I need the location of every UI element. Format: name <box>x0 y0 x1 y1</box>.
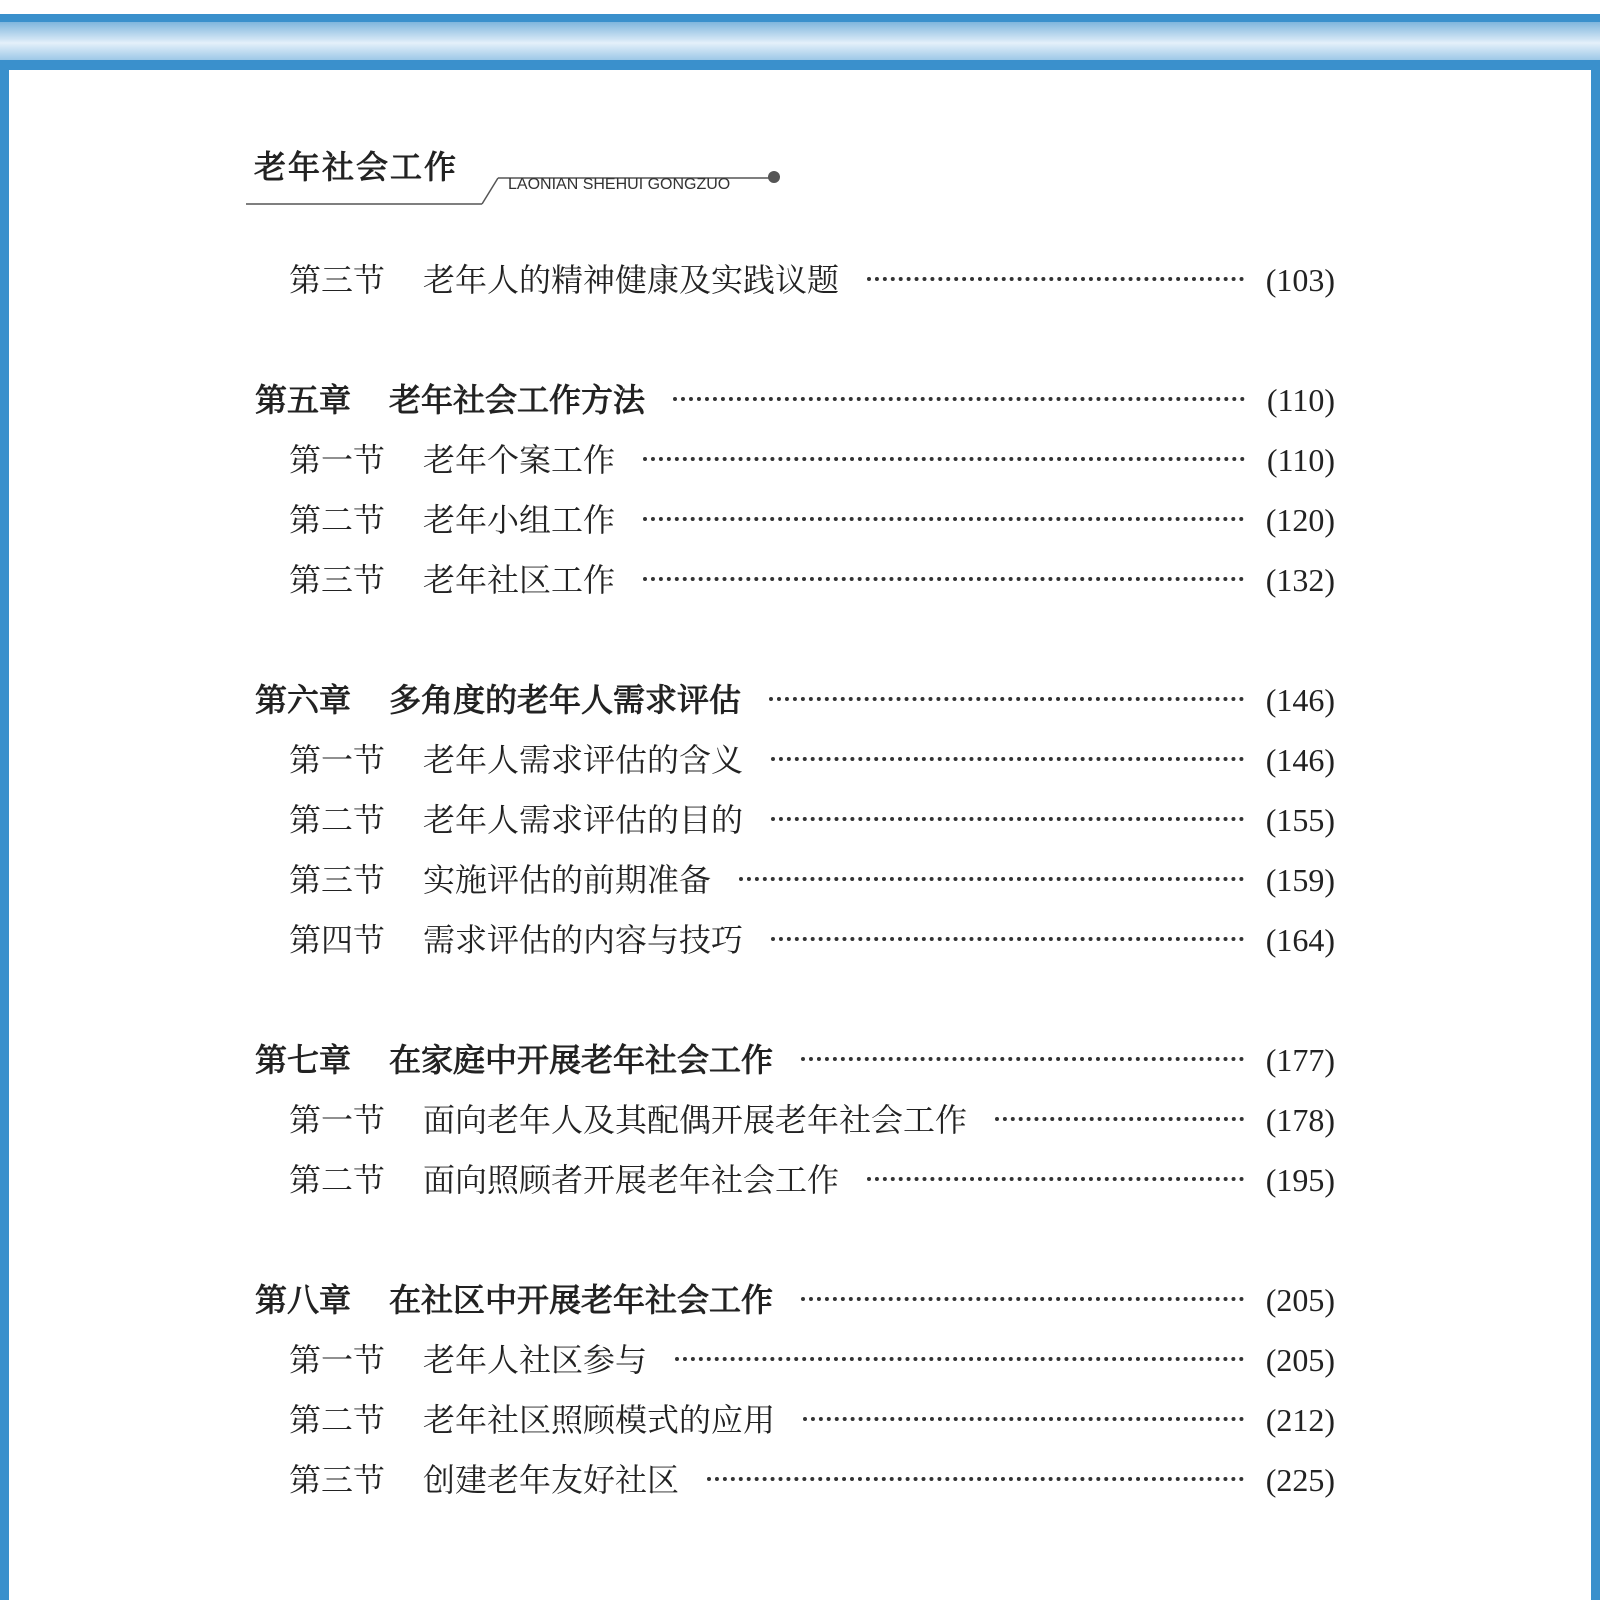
toc-entry-number: 第二节 <box>289 1161 386 1199</box>
toc-section-row <box>255 1450 1335 1510</box>
toc-section-row <box>255 910 1335 970</box>
running-head-title: 老年社会工作 <box>254 148 459 186</box>
frame-bevel <box>0 22 1600 60</box>
running-head-romanization: LAONIAN SHEHUI GONGZUO <box>508 176 731 193</box>
running-head <box>246 140 806 210</box>
toc-entry-title: 老年小组工作 <box>423 501 616 539</box>
toc-entry-title: 老年社会工作方法 <box>389 381 646 419</box>
toc-entry-title: 老年人需求评估的含义 <box>423 741 744 779</box>
toc-entry-number: 第一节 <box>289 741 386 779</box>
toc-chapter-row <box>255 1270 1335 1330</box>
toc-section-row <box>255 1150 1335 1210</box>
toc-section-row <box>255 730 1335 790</box>
toc-page-number: (155) <box>1265 802 1335 838</box>
toc-section-row <box>255 850 1335 910</box>
toc-entry-number: 第六章 <box>255 681 352 719</box>
toc-page-number: (120) <box>1265 502 1335 538</box>
dot-leader <box>801 1297 1244 1301</box>
toc-page-number: (205) <box>1265 1342 1335 1378</box>
toc-entry-number: 第二节 <box>289 801 386 839</box>
toc-entry-number: 第三节 <box>289 261 386 299</box>
toc-section-row <box>255 490 1335 550</box>
toc-section-row <box>255 1330 1335 1390</box>
toc-entry-number: 第七章 <box>255 1041 352 1079</box>
toc-page-number: (110) <box>1266 442 1335 478</box>
toc-entry-title: 老年个案工作 <box>423 441 616 479</box>
toc-page-number: (164) <box>1265 922 1335 958</box>
top-band <box>0 0 1600 14</box>
toc-entry-title: 老年社区工作 <box>423 561 616 599</box>
dot-leader <box>867 1177 1244 1181</box>
dot-leader <box>643 577 1244 581</box>
toc-entry-title: 老年人需求评估的目的 <box>423 801 744 839</box>
toc-entry-title: 实施评估的前期准备 <box>423 861 712 899</box>
dot-leader <box>707 1477 1244 1481</box>
toc-entry-title: 创建老年友好社区 <box>423 1461 680 1499</box>
toc-page-number: (146) <box>1265 682 1335 718</box>
toc-entry-title: 在家庭中开展老年社会工作 <box>389 1041 774 1079</box>
dot-leader <box>801 1057 1244 1061</box>
toc-entry-title: 需求评估的内容与技巧 <box>423 921 744 959</box>
toc-entry-number: 第二节 <box>289 1401 386 1439</box>
toc-entry-number: 第四节 <box>289 921 386 959</box>
table-of-contents <box>255 250 1335 1510</box>
dot-leader <box>643 457 1245 461</box>
toc-page-number: (110) <box>1266 382 1335 418</box>
toc-entry-number: 第一节 <box>289 1341 386 1379</box>
dot-leader <box>739 877 1244 881</box>
toc-page-number: (146) <box>1265 742 1335 778</box>
dot-leader <box>995 1117 1244 1121</box>
toc-chapter-row <box>255 1030 1335 1090</box>
toc-page-number: (103) <box>1265 262 1335 298</box>
toc-section-row <box>255 1390 1335 1450</box>
toc-page-number: (195) <box>1265 1162 1335 1198</box>
toc-chapter-row <box>255 670 1335 730</box>
dot-leader <box>771 757 1244 761</box>
dot-leader <box>771 937 1244 941</box>
toc-section-row <box>255 1090 1335 1150</box>
toc-page-number: (205) <box>1265 1282 1335 1318</box>
toc-entry-title: 老年人的精神健康及实践议题 <box>423 261 840 299</box>
toc-page-number: (159) <box>1265 862 1335 898</box>
toc-entry-title: 老年社区照顾模式的应用 <box>423 1401 776 1439</box>
dot-leader <box>643 517 1244 521</box>
toc-entry-title: 面向照顾者开展老年社会工作 <box>423 1161 840 1199</box>
toc-entry-title: 多角度的老年人需求评估 <box>389 681 742 719</box>
toc-entry-title: 面向老年人及其配偶开展老年社会工作 <box>423 1101 968 1139</box>
dot-leader <box>769 697 1244 701</box>
toc-section-row <box>255 790 1335 850</box>
toc-page-number: (225) <box>1265 1462 1335 1498</box>
toc-entry-number: 第三节 <box>289 1461 386 1499</box>
toc-page-number: (178) <box>1265 1102 1335 1138</box>
toc-entry-title: 在社区中开展老年社会工作 <box>389 1281 774 1319</box>
toc-entry-number: 第一节 <box>289 441 386 479</box>
toc-entry-number: 第三节 <box>289 861 386 899</box>
toc-entry-number: 第五章 <box>255 381 352 419</box>
toc-section-row <box>255 430 1335 490</box>
dot-leader <box>867 277 1244 281</box>
toc-entry-title: 老年人社区参与 <box>423 1341 648 1379</box>
dot-leader <box>771 817 1244 821</box>
dot-leader <box>675 1357 1244 1361</box>
toc-section-row <box>255 550 1335 610</box>
toc-page-number: (132) <box>1265 562 1335 598</box>
dot-leader <box>673 397 1245 401</box>
toc-chapter-row <box>255 370 1335 430</box>
toc-page-number: (212) <box>1265 1402 1335 1438</box>
toc-section-row <box>255 250 1335 310</box>
toc-entry-number: 第三节 <box>289 561 386 599</box>
dot-leader <box>803 1417 1244 1421</box>
toc-page-number: (177) <box>1265 1042 1335 1078</box>
toc-entry-number: 第二节 <box>289 501 386 539</box>
toc-entry-number: 第八章 <box>255 1281 352 1319</box>
toc-entry-number: 第一节 <box>289 1101 386 1139</box>
